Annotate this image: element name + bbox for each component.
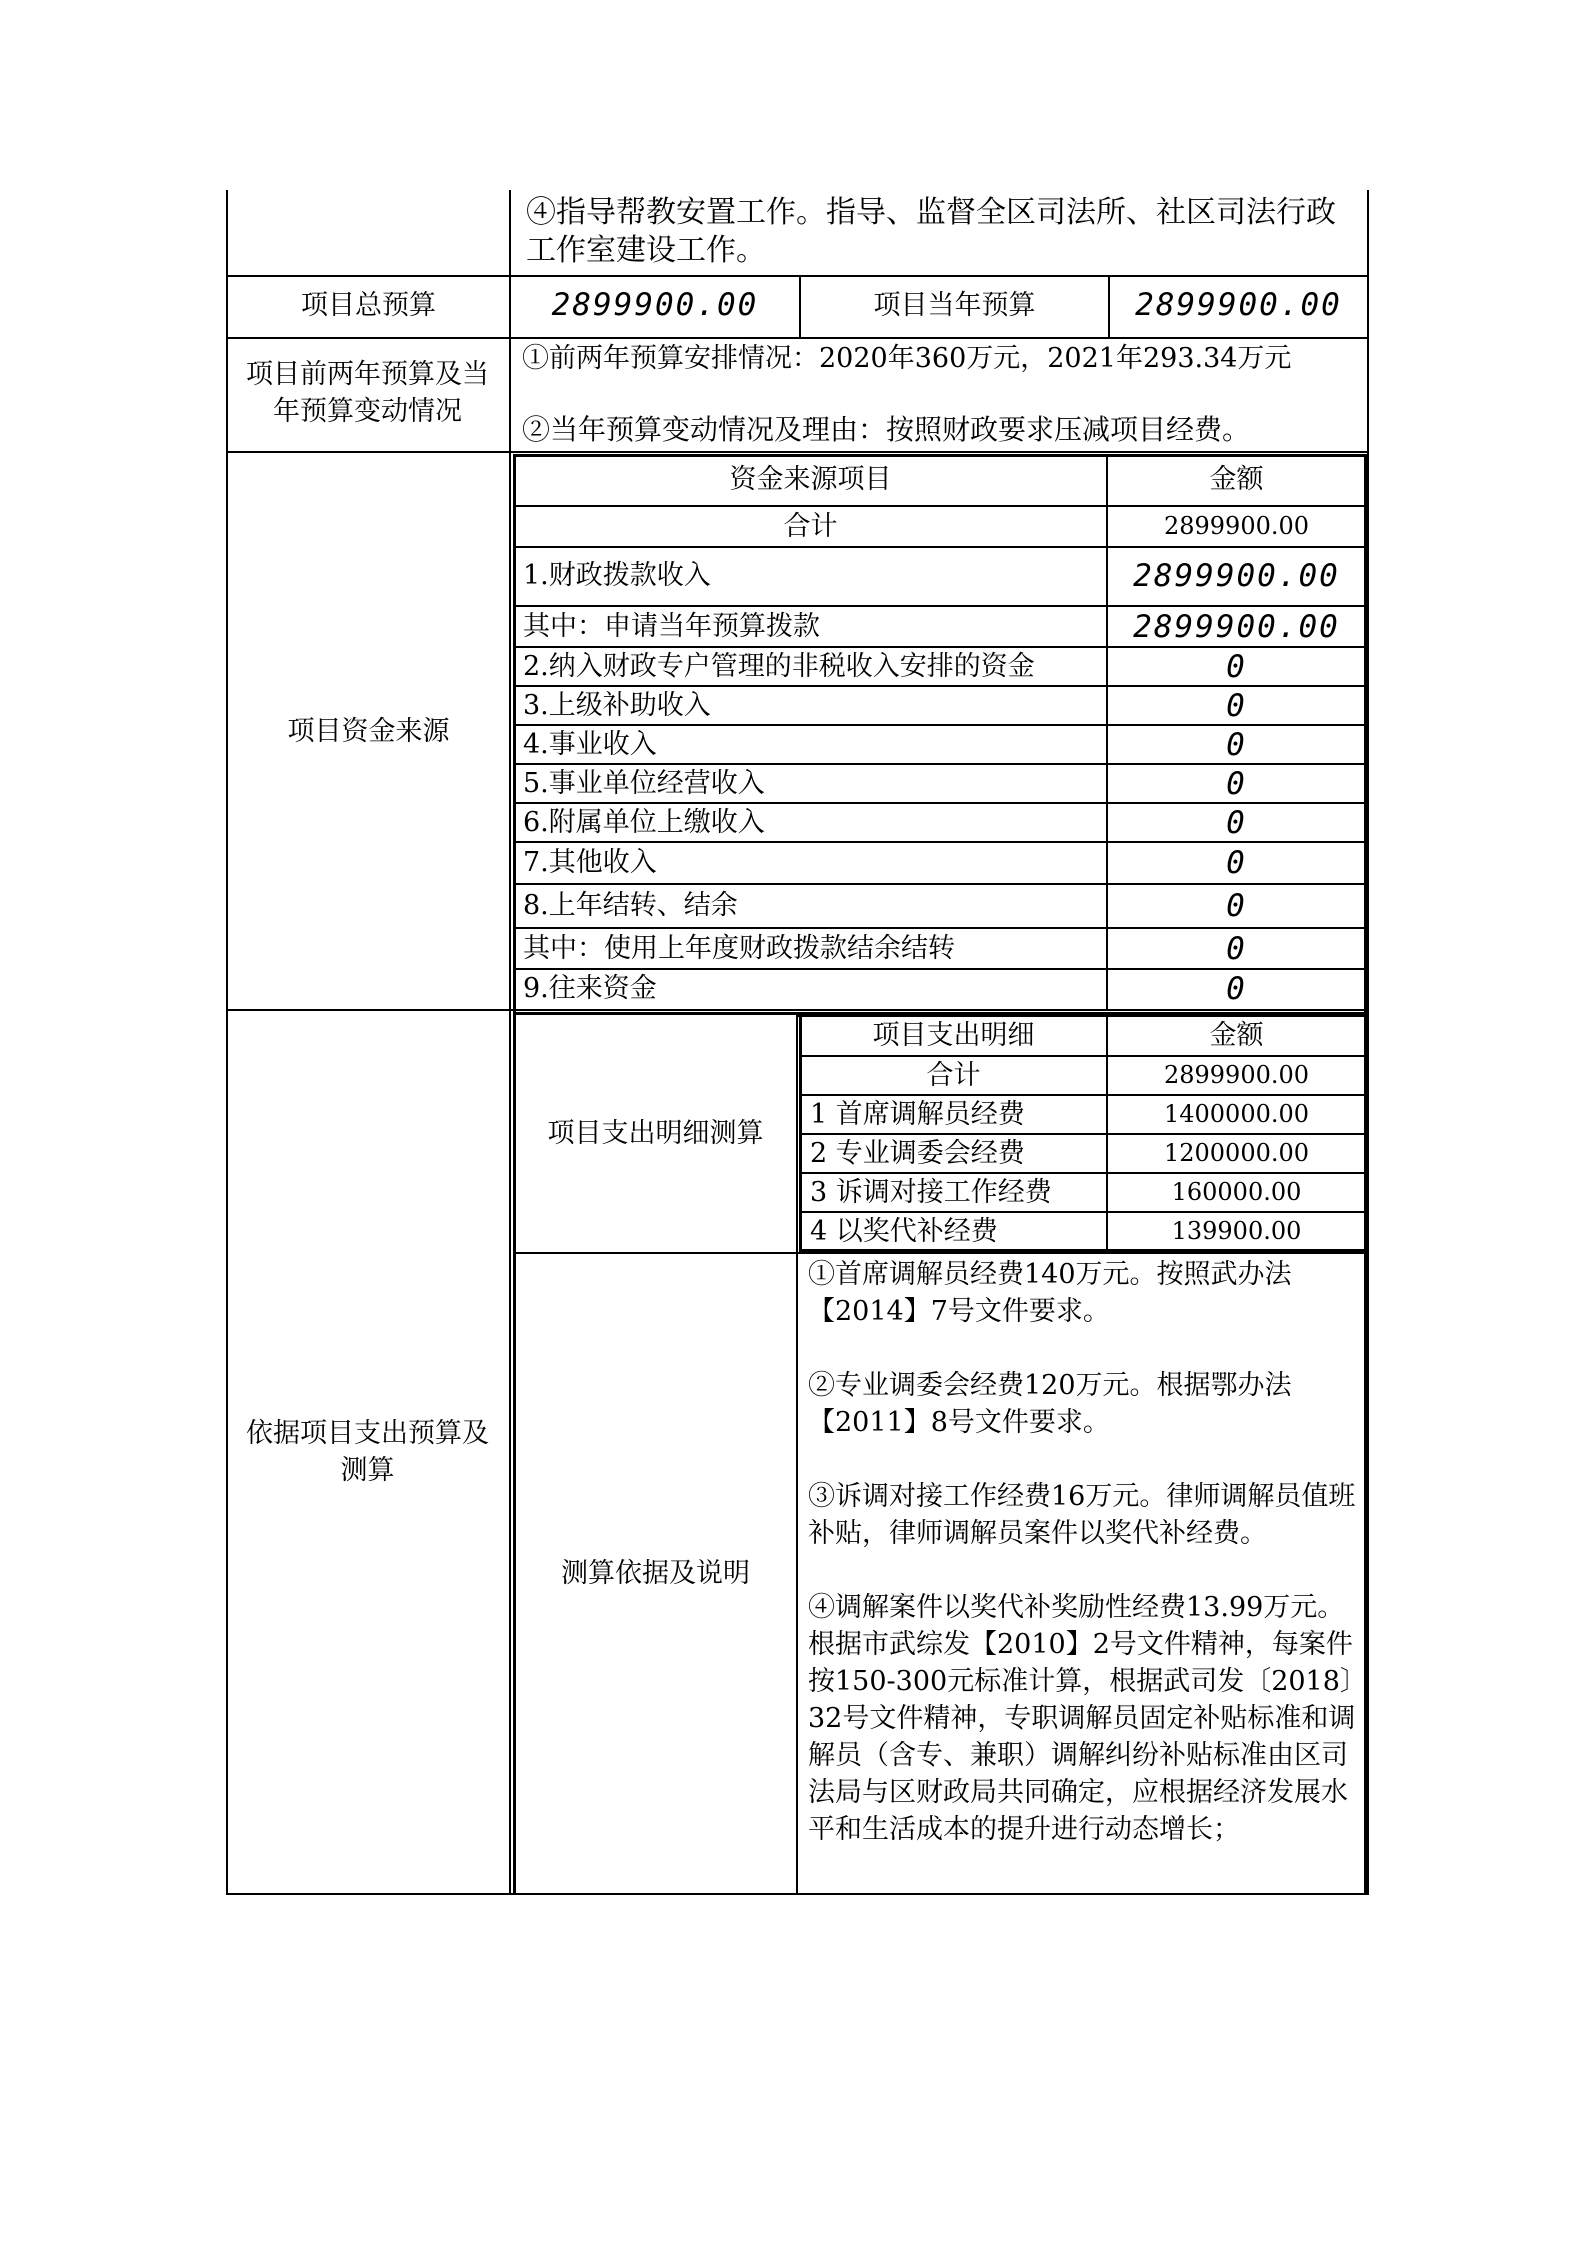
expense-basis-text [808, 1256, 1358, 1848]
row-divider-funding [226, 1009, 1369, 1011]
table-border-right [1367, 190, 1369, 1895]
funding-row-amount: 0 [1226, 805, 1247, 841]
funding-header-amount: 金额 [1209, 464, 1264, 495]
table-border-bottom [226, 1893, 1369, 1895]
funding-row-item: 8.上年结转、结余 [523, 890, 738, 921]
detail-row-amount: 139900.00 [1171, 1217, 1302, 1245]
detail-row-amount: 160000.00 [1171, 1178, 1302, 1206]
funding-row-amount: 0 [1226, 649, 1247, 685]
detail-row-item: 4 以奖代补经费 [810, 1216, 998, 1247]
funding-row-item: 5.事业单位经营收入 [523, 768, 765, 799]
funding-row-item: 1.财政拨款收入 [523, 560, 711, 591]
detail-total-label: 合计 [926, 1060, 981, 1091]
funding-row-line [513, 505, 1367, 507]
funding-row-amount: 0 [1226, 688, 1247, 724]
funding-row-item: 6.附属单位上缴收入 [523, 807, 765, 838]
expense-label-divider [796, 1012, 798, 1893]
funding-row-item: 2.纳入财政专户管理的非税收入安排的资金 [523, 651, 1035, 682]
prev-budget-line2: ②当年预算变动情况及理由：按照财政要求压减项目经费。 [522, 413, 1251, 446]
funding-row-line [513, 546, 1367, 548]
funding-row-item: 3.上级补助收入 [523, 690, 711, 721]
funding-total-label: 合计 [783, 511, 838, 542]
funding-header-item: 资金来源项目 [729, 464, 892, 495]
detail-row-amount: 1400000.00 [1163, 1100, 1310, 1128]
prev-budget-line1: ①前两年预算安排情况：2020年360万元，2021年293.34万元 [522, 343, 1292, 374]
total-budget-value: 2899900.00 [551, 287, 759, 323]
funding-row-item: 9.往来资金 [523, 973, 657, 1004]
funding-row-amount: 0 [1226, 766, 1247, 802]
funding-row-amount: 2899900.00 [1133, 558, 1340, 594]
detail-row-item: 3 诉调对接工作经费 [810, 1177, 1052, 1208]
row-divider-top [226, 275, 1369, 277]
prev-budget-label: 项目前两年预算及当年预算变动情况 [246, 359, 489, 427]
inner-table-left [513, 454, 516, 1895]
funding-row-item: 4.事业收入 [523, 729, 657, 760]
detail-header-item: 项目支出明细 [872, 1020, 1035, 1051]
detail-header-amount: 金额 [1209, 1020, 1264, 1051]
expense-section-label: 依据项目支出预算及测算 [246, 1418, 489, 1486]
funding-row-item: 其中：使用上年度财政拨款结余结转 [523, 933, 955, 964]
detail-row-item: 1 首席调解员经费 [810, 1099, 1025, 1130]
detail-row-item: 2 专业调委会经费 [810, 1138, 1025, 1169]
basis-paragraph: ③诉调对接工作经费16万元。律师调解员值班补贴，律师调解员案件以奖代补经费。 [808, 1481, 1356, 1549]
top-row-text: ④指导帮教安置工作。指导、监督全区司法所、社区司法行政工作室建设工作。 [526, 195, 1336, 268]
funding-row-amount: 0 [1226, 971, 1247, 1007]
funding-row-item: 其中：申请当年预算拨款 [523, 611, 820, 642]
year-budget-value: 2899900.00 [1135, 287, 1342, 323]
total-budget-label: 项目总预算 [301, 290, 436, 321]
funding-row-amount: 2899900.00 [1133, 609, 1340, 645]
funding-row-item: 7.其他收入 [523, 847, 657, 878]
funding-row-amount: 0 [1226, 845, 1247, 881]
detail-row-amount: 1200000.00 [1163, 1139, 1310, 1167]
funding-total-value: 2899900.00 [1163, 512, 1310, 540]
row-divider-budget [226, 337, 1369, 339]
funding-row-amount: 0 [1226, 931, 1247, 967]
expense-detail-bottom [513, 1252, 1367, 1254]
expense-basis-label: 测算依据及说明 [561, 1558, 750, 1589]
row-divider-prev [226, 451, 1369, 453]
funding-source-label: 项目资金来源 [287, 716, 450, 747]
detail-total-value: 2899900.00 [1163, 1061, 1310, 1089]
year-budget-label: 项目当年预算 [873, 290, 1036, 321]
funding-row-amount: 0 [1226, 888, 1247, 924]
funding-row-amount: 0 [1226, 727, 1247, 763]
table-border-left [226, 190, 228, 1895]
basis-paragraph: ④调解案件以奖代补奖励性经费13.99万元。根据市武综发【2010】2号文件精神，每案件按150-300元标准计算，根据武司发〔2018〕32号文件精神，专职调解员固定补贴标准和调解员（含专、兼职）调解纠纷补贴标准由区司法局与区财政局共同确定，应根据经济发展水平和生活成本的提升进行动态增长； [808, 1592, 1356, 1845]
expense-detail-label: 项目支出明细测算 [547, 1118, 764, 1149]
funding-table-top [513, 454, 1367, 457]
funding-row-line [513, 883, 1367, 885]
basis-paragraph: ①首席调解员经费140万元。按照武办法【2014】7号文件要求。 [808, 1259, 1292, 1327]
label-column-divider [509, 190, 511, 1895]
basis-paragraph: ②专业调委会经费120万元。根据鄂办法【2011】8号文件要求。 [808, 1370, 1292, 1438]
